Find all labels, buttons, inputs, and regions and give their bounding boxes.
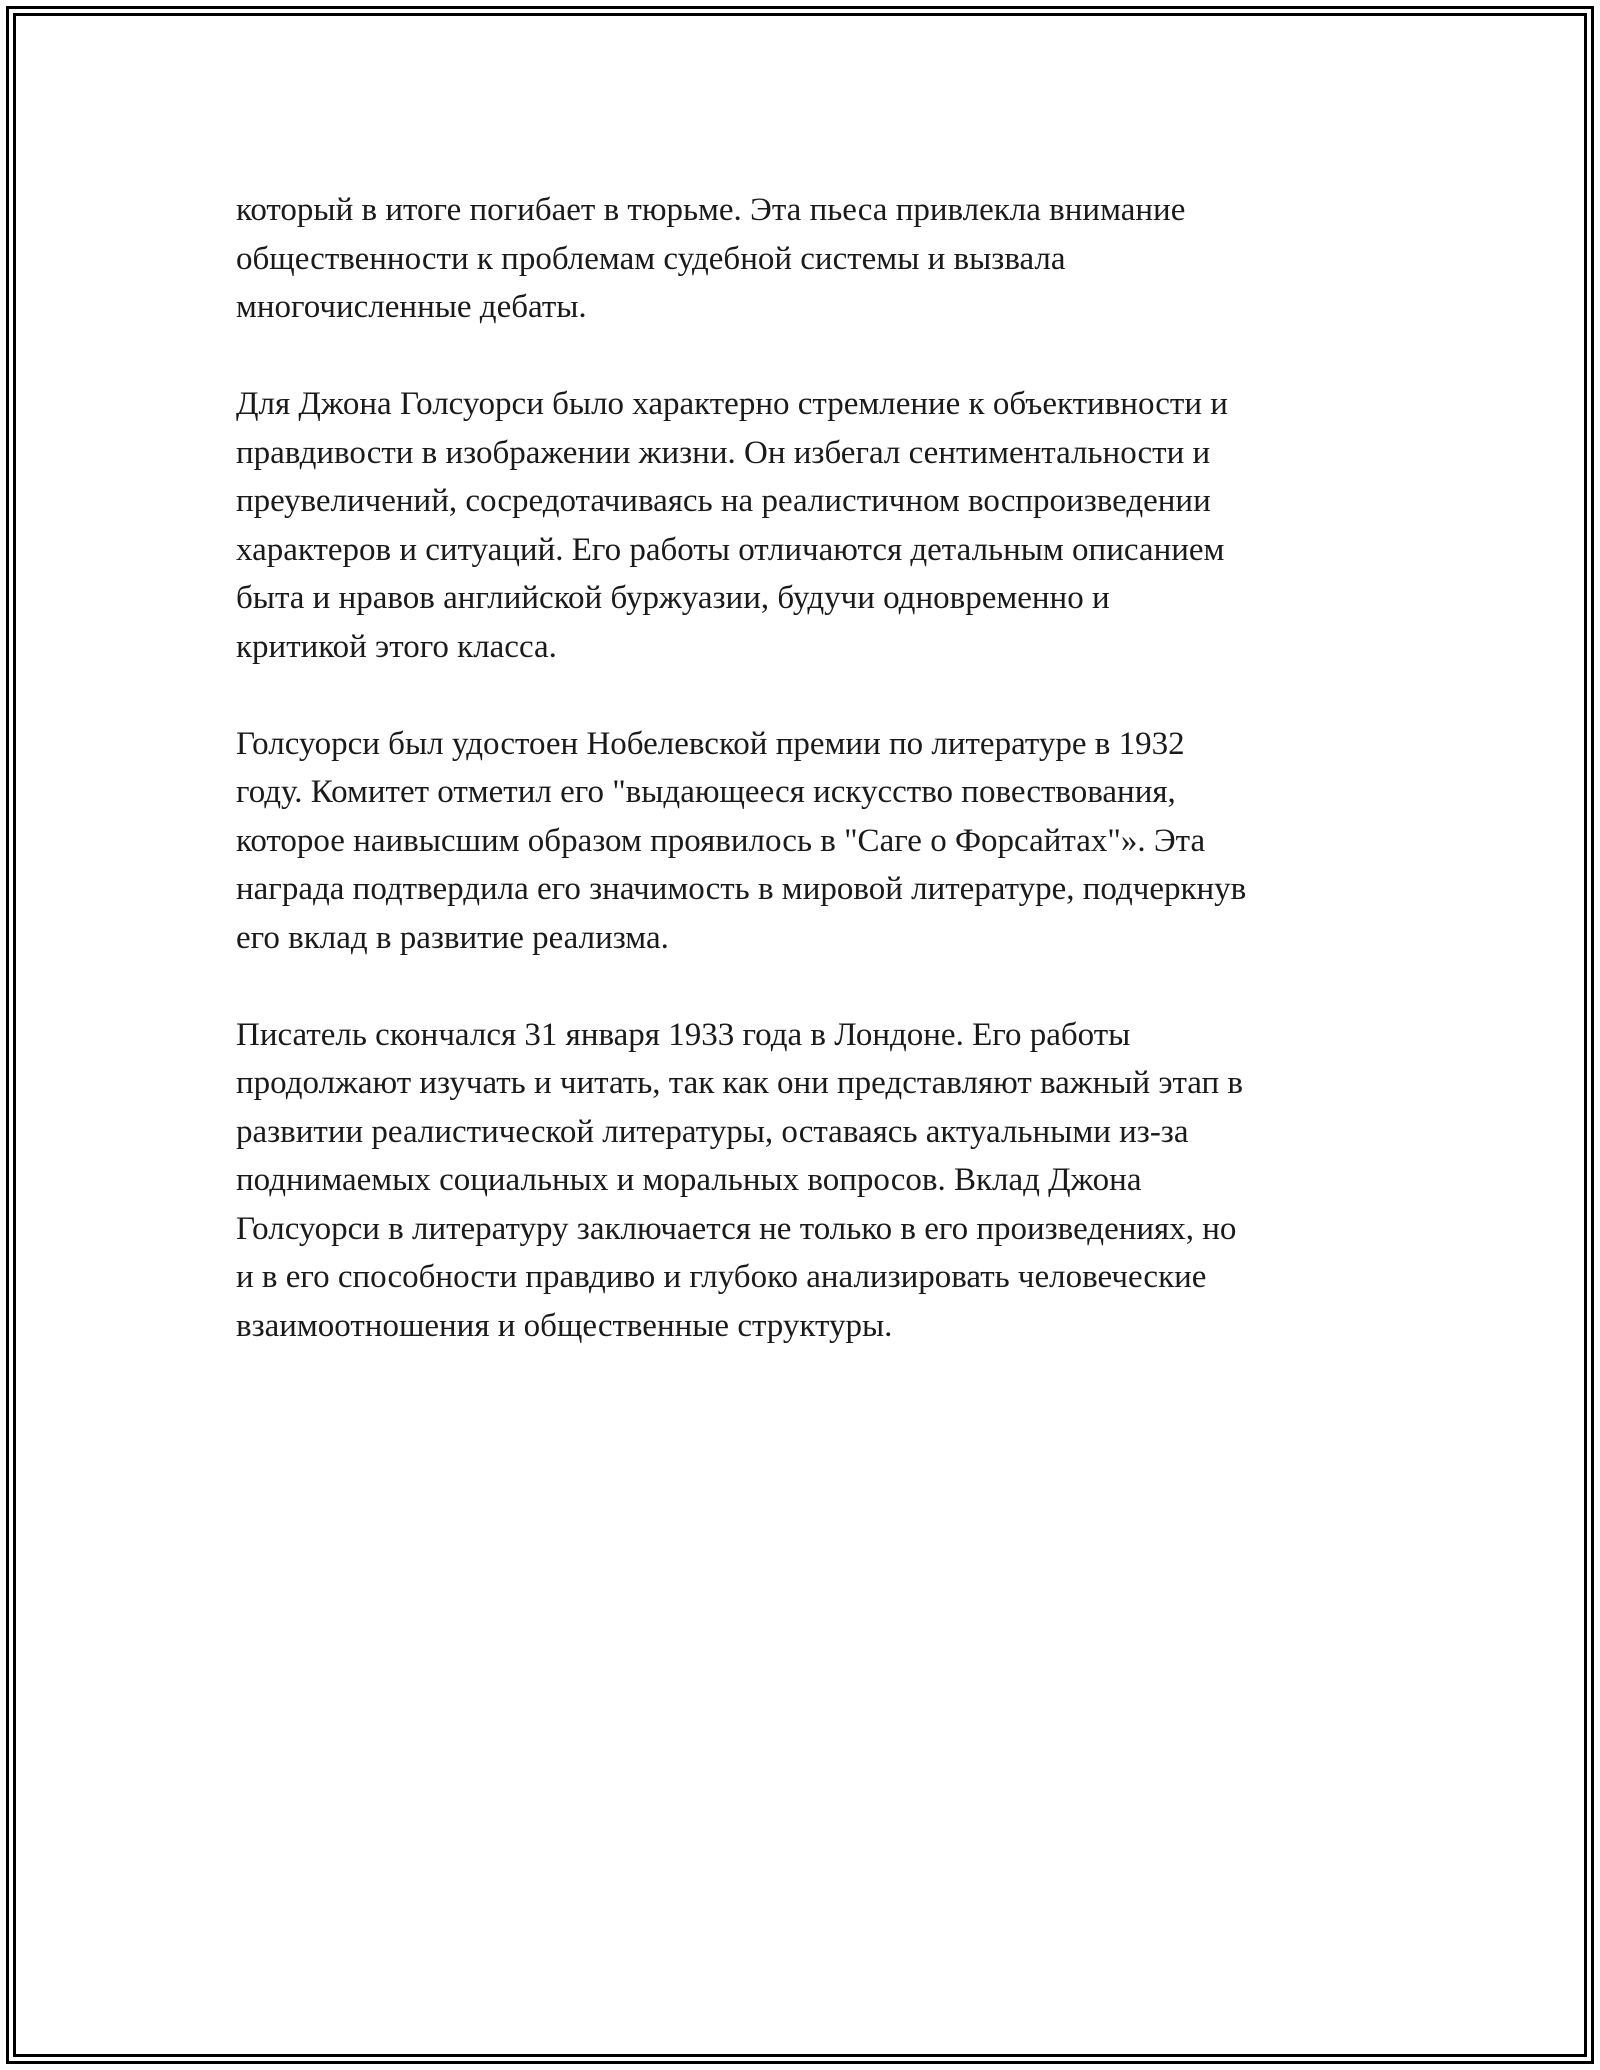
paragraph-line: Для Джона Голсуорси было характерно стремление к объективности и <box>236 386 1228 422</box>
paragraph-line: которое наивысшим образом проявилось в "Саге о Форсайтах"». Эта <box>236 822 1206 859</box>
paragraph-line: общественности к проблемам судебной системы и вызвала <box>236 240 1066 277</box>
paragraph-line: правдивости в изображении жизни. Он избегал сентиментальности и <box>236 434 1211 471</box>
paragraph-4 <box>236 1011 1396 1351</box>
paragraph-line: Писатель скончался 31 января 1933 года в Лондоне. Его работы <box>236 1016 1131 1053</box>
paragraph-line: Голсуорси в литературу заключается не только в его произведениях, но <box>236 1210 1237 1247</box>
paragraph-line: взаимоотношения и общественные структуры. <box>236 1307 893 1344</box>
paragraph-1 <box>236 186 1396 332</box>
paragraph-line: преувеличений, сосредотачиваясь на реалистичном воспроизведении <box>236 483 1211 519</box>
paragraph-line: его вклад в развитие реализма. <box>236 919 669 956</box>
paragraph-line: продолжают изучать и читать, так как они представляют важный этап в <box>236 1065 1244 1101</box>
paragraph-line: быта и нравов английской буржуазии, будучи одновременно и <box>236 580 1110 616</box>
document-body <box>236 186 1396 1399</box>
paragraph-line: году. Комитет отметил его "выдающееся искусство повествования, <box>236 774 1176 810</box>
paragraph-line: и в его способности правдиво и глубоко анализировать человеческие <box>236 1259 1207 1295</box>
paragraph-line: награда подтвердила его значимость в мировой литературе, подчеркнув <box>236 871 1247 907</box>
paragraph-line: который в итоге погибает в тюрьме. Эта пьеса привлекла внимание <box>236 192 1186 228</box>
paragraph-line: Голсуорси был удостоен Нобелевской премии по литературе в 1932 <box>236 725 1185 762</box>
paragraph-line: развитии реалистической литературы, оставаясь актуальными из-за <box>236 1113 1189 1150</box>
paragraph-2 <box>236 380 1396 671</box>
paragraph-line: многочисленные дебаты. <box>236 289 587 325</box>
paragraph-line: характеров и ситуаций. Его работы отличаются детальным описанием <box>236 531 1225 568</box>
paragraph-3 <box>236 720 1396 963</box>
paragraph-line: поднимаемых социальных и моральных вопросов. Вклад Джона <box>236 1162 1142 1198</box>
paragraph-line: критикой этого класса. <box>236 628 557 665</box>
